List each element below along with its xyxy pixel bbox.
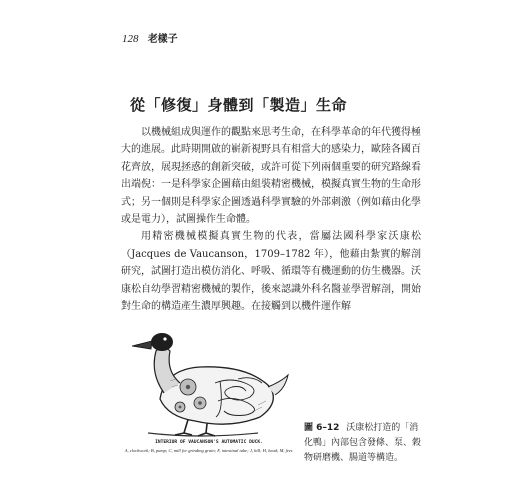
figure-number: 圖 6–12 <box>304 423 340 433</box>
section-title: 從「修復」身體到「製造」生命 <box>130 96 348 114</box>
paragraph-2: 用精密機械模擬真實生物的代表，當屬法國科學家沃康松（Jacques de Vaucanson，1709–1782 年），他藉由紮實的解剖研究，試圖打造出模仿消化、呼吸、循環等有機運動的仿生機器。沃康松自幼學習精密機械的製作，後來認識外科名醫並學習解剖，開始對生命的構造產生濃厚興趣。在接觸到以機件運作解 <box>121 231 421 313</box>
book-title: 老樣子 <box>147 34 178 45</box>
page-number: 128 <box>122 33 139 45</box>
figure-legend: A, clockwork; B, pump; C, mill for grinding grain; F, intestinal tube; J, bill; H, head; M, feet. <box>124 448 294 453</box>
figure-side-caption <box>304 421 424 466</box>
body-text <box>121 124 421 315</box>
running-header <box>122 30 178 45</box>
figure-caption: INTERIOR OF VAUCANSON'S AUTOMATIC DUCK. <box>155 440 263 445</box>
duck-illustration <box>120 321 295 441</box>
figure-description: 沃康松打造的「消化鴨」內部包含發條、泵、穀物研磨機、腸道等構造。 <box>304 423 422 463</box>
paragraph-1: 以機械組成與運作的觀點來思考生命，在科學革命的年代獲得極大的進展。此時期開啟的嶄新視野具有相當大的感染力，歐陸各國百花齊放，展現拯惑的創新突破，或許可從下列兩個重要的研究路線看出端倪：一是科學家企圖藉由組裝精密機械，模擬真實生物的生命形式；另一個則是科學家企圖透過科學實驗的外部刺激（例如藉由化學或是電力），試圖操作生命體。 <box>121 127 421 226</box>
